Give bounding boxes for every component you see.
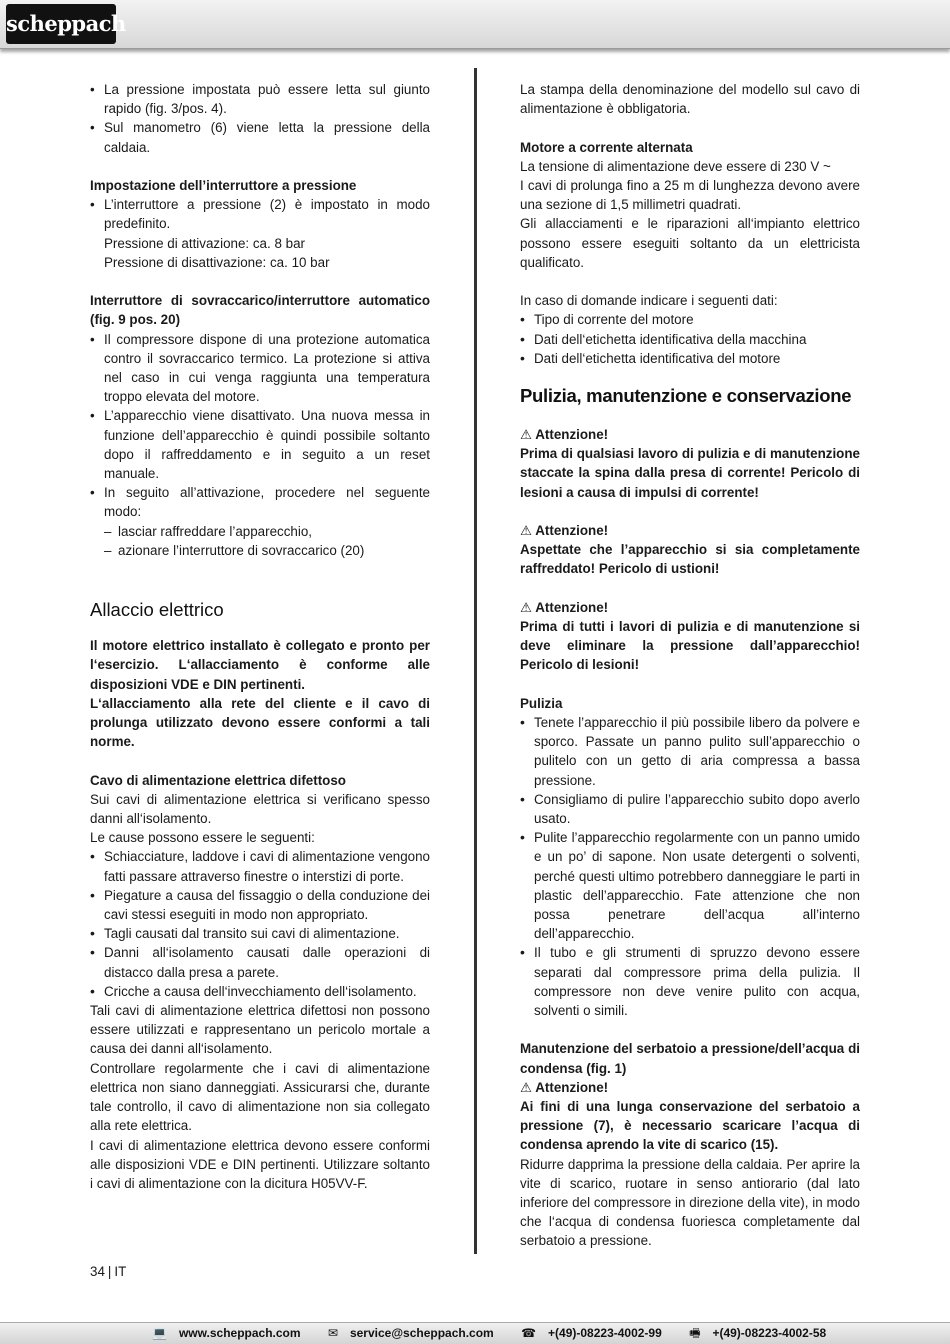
overload-bullets (90, 330, 430, 522)
activation-pressure: Pressione di attivazione: ca. 8 bar (104, 235, 305, 251)
warning-block-3 (520, 598, 860, 617)
cable-heading: Cavo di alimentazione elettrica difettoso (90, 772, 346, 788)
overload-heading: Interruttore di sovraccarico/interruttore automatico (fig. 9 pos. 20) (90, 293, 430, 328)
tank-text: Ridurre dapprima la pressione della caldaia. Per aprire la vite di scarico, ruotare in senso antiorario (dal lato inferiore del compressore in direzione della vite), in modo che l‘acqua di condensa fuoriesca completamente dal serbatoio a pressione. (520, 1156, 860, 1249)
list-item: • In seguito all’attivazione, procedere nel seguente modo: (90, 483, 430, 521)
maintenance-section-title: Pulizia, manutenzione e conservazione (520, 385, 852, 407)
electric-section-title: Allaccio elettrico (90, 599, 224, 621)
list-item: • Dati dell‘etichetta identificativa della macchina (520, 330, 860, 349)
list-item: • Pulite l’apparecchio regolarmente con un panno umido e un po’ di sapone. Non usate detergenti o solventi, perché questi ultimo potrebbero danneggiare le parti in plastic dell’apparecchio. Fate attenzione che non possa penetrare dell’acqua all’interno dell’apparecchio. (520, 828, 860, 943)
page-separator: | (107, 1264, 112, 1279)
list-item: • Piegature a causa del fissaggio o della conduzione dei cavi stessi eseguiti in modo non appropriato. (90, 886, 430, 924)
computer-icon: 💻 (152, 1326, 167, 1340)
warning-block-2 (520, 521, 860, 540)
warning-triangle-icon: ⚠ (520, 599, 533, 615)
email-icon: ✉ (327, 1326, 338, 1340)
overload-steps (90, 522, 430, 560)
warning-text-3: Prima di tutti i lavori di pulizia e di manutenzione si deve eliminare la pressione dall’apparecchio! Pericolo di lesioni! (520, 619, 860, 673)
deactivation-pressure: Pressione di disattivazione: ca. 10 bar (104, 254, 330, 270)
ac-motor-paragraph-1: La tensione di alimentazione deve essere di 230 V ~ (520, 158, 831, 174)
cable-paragraph-1: Sui cavi di alimentazione elettrica si verificano spesso danni all‘isolamento. (90, 791, 430, 827)
list-item: • La pressione impostata può essere letta sul giunto rapido (fig. 3/pos. 4). (90, 80, 430, 118)
list-item: • L’apparecchio viene disattivato. Una nuova messa in funzione dell’apparecchio è quindi possibile soltanto dopo il raffreddamento e in seguito a un reset manuale. (90, 406, 430, 483)
footer-email[interactable] (328, 1326, 506, 1340)
warning-label: Attenzione! (535, 599, 609, 615)
warning-text-1: Prima di qualsiasi lavoro di pulizia e di manutenzione staccate la spina dalla presa di corrente! Pericolo di lesioni a causa di impulsi di corrente! (520, 446, 860, 500)
column-divider (474, 68, 477, 1254)
pressure-switch-list (90, 195, 430, 272)
cable-paragraph-2: Le cause possono essere le seguenti: (90, 830, 315, 846)
cable-paragraph-4: Controllare regolarmente che i cavi di alimentazione elettrica non siano danneggiati. Assicurarsi che, durante tale controllo, il cavo di alimentazione non sia collegato alla rete elettrica. (90, 1060, 430, 1134)
warning-triangle-icon: ⚠ (520, 1079, 533, 1095)
cleaning-heading: Pulizia (520, 695, 563, 711)
electric-bold-paragraph-2: L‘allacciamento alla rete del cliente e il cavo di prolunga utilizzato devono essere conformi a tali norme. (90, 695, 430, 750)
warning-label: Attenzione! (535, 1079, 609, 1095)
footer-contact-bar (0, 1322, 950, 1344)
footer-phone[interactable] (521, 1326, 674, 1340)
list-item: • Tagli causati dal transito sui cavi di alimentazione. (90, 924, 430, 943)
questions-list (520, 310, 860, 368)
cleaning-list (520, 713, 860, 1020)
list-item: • Danni all‘isolamento causati dalle operazioni di distacco dalla presa a parete. (90, 943, 430, 981)
phone-icon: ☎ (521, 1326, 537, 1340)
pressure-switch-heading: Impostazione dell’interruttore a pressione (90, 178, 357, 193)
warning-triangle-icon: ⚠ (520, 523, 533, 539)
ac-motor-paragraph-2: I cavi di prolunga fino a 25 m di lunghezza devono avere una sezione di 1,5 millimetri quadrati. (520, 178, 860, 213)
email-text: service@scheppach.com (349, 1326, 494, 1340)
list-item: • Cricche a causa dell‘invecchiamento dell‘isolamento. (90, 982, 430, 1001)
page-header (0, 0, 950, 49)
footer-website[interactable] (152, 1326, 313, 1340)
warning-block-1 (520, 425, 860, 444)
list-item: • Dati dell‘etichetta identificativa del motore (520, 349, 860, 368)
list-item: • Schiacciature, laddove i cavi di alimentazione vengono fatti passare attraverso finestre o interstizi di porte. (90, 847, 430, 885)
tank-bold-text: Ai fini di una lunga conservazione del serbatoio a pressione (7), è necessario scaricare l’acqua di condensa aprendo la vite di scarico (15). (520, 1099, 860, 1153)
cable-paragraph-5: I cavi di alimentazione elettrica devono essere conformi alle disposizioni VDE e DIN pertinenti. Utilizzare soltanto i cavi di alimentazione con la dicitura H05VV-F. (90, 1137, 430, 1191)
warning-text-2: Aspettate che l’apparecchio si sia completamente raffreddato! Pericolo di ustioni! (520, 542, 860, 577)
intro-bullets (90, 80, 430, 157)
ac-motor-paragraph-3: Gli allacciamenti e le riparazioni all‘impianto elettrico possono essere eseguiti soltanto da un elettricista qualificato. (520, 216, 860, 270)
fax-text: +(49)-08223-4002-58 (712, 1326, 827, 1340)
warning-label: Attenzione! (535, 523, 609, 539)
right-column (520, 80, 860, 1251)
list-item: • Consigliamo di pulire l’apparecchio subito dopo averlo usato. (520, 790, 860, 828)
questions-intro: In caso di domande indicare i seguenti dati: (520, 293, 778, 309)
list-item: • Tipo di corrente del motore (520, 310, 860, 329)
ac-motor-heading: Motore a corrente alternata (520, 139, 693, 155)
list-item: • Sul manometro (6) viene letta la pressione della caldaia. (90, 118, 430, 156)
warning-label: Attenzione! (535, 427, 609, 443)
pressure-switch-text: L’interruttore a pressione (2) è impostato in modo predefinito. (104, 197, 430, 232)
website-text: www.scheppach.com (178, 1326, 301, 1340)
left-column (90, 80, 430, 1193)
tank-warning (520, 1078, 860, 1097)
warning-triangle-icon: ⚠ (520, 427, 533, 443)
list-item: • Il compressore dispone di una protezione automatica contro il sovraccarico termico. La protezione si attiva nel caso in cui venga raggiunta una temperatura troppo elevata del motore. (90, 330, 430, 407)
electric-bold-paragraph-1: Il motore elettrico installato è collegato e pronto per l‘esercizio. L‘allacciamento è conforme alle disposizioni VDE e DIN pertinenti. (90, 638, 430, 692)
list-item: • Tenete l’apparecchio il più possibile libero da polvere e sporco. Passate un panno pulito sull’apparecchio o pulitelo con un getto di aria compressa a bassa pressione. (520, 713, 860, 790)
page-number: 34 (90, 1264, 105, 1279)
tank-heading: Manutenzione del serbatoio a pressione/dell’acqua di condensa (fig. 1) (520, 1041, 860, 1076)
page-number-label (90, 1262, 126, 1281)
model-print-note: La stampa della denominazione del modello sul cavo di alimentazione è obbligatoria. (520, 82, 860, 117)
fax-icon: 🖷 (689, 1326, 701, 1340)
language-code: IT (114, 1264, 127, 1279)
cable-causes-list (90, 847, 430, 1001)
list-item: – lasciar raffreddare l’apparecchio, (90, 522, 430, 541)
cable-paragraph-3: Tali cavi di alimentazione elettrica difettosi non possono essere utilizzati e rappresentano un pericolo mortale a causa dei danni all‘isolamento. (90, 1003, 430, 1057)
list-item: – azionare l’interruttore di sovraccarico (20) (90, 541, 430, 560)
phone-text: +(49)-08223-4002-99 (548, 1326, 662, 1340)
list-item (90, 195, 430, 272)
footer-fax (689, 1326, 838, 1340)
scheppach-logo: scheppach (6, 4, 116, 44)
list-item: • Il tubo e gli strumenti di spruzzo devono essere separati dal compressore prima della pulizia. Il compressore non deve venire pulito con acqua, solventi o simili. (520, 943, 860, 1020)
